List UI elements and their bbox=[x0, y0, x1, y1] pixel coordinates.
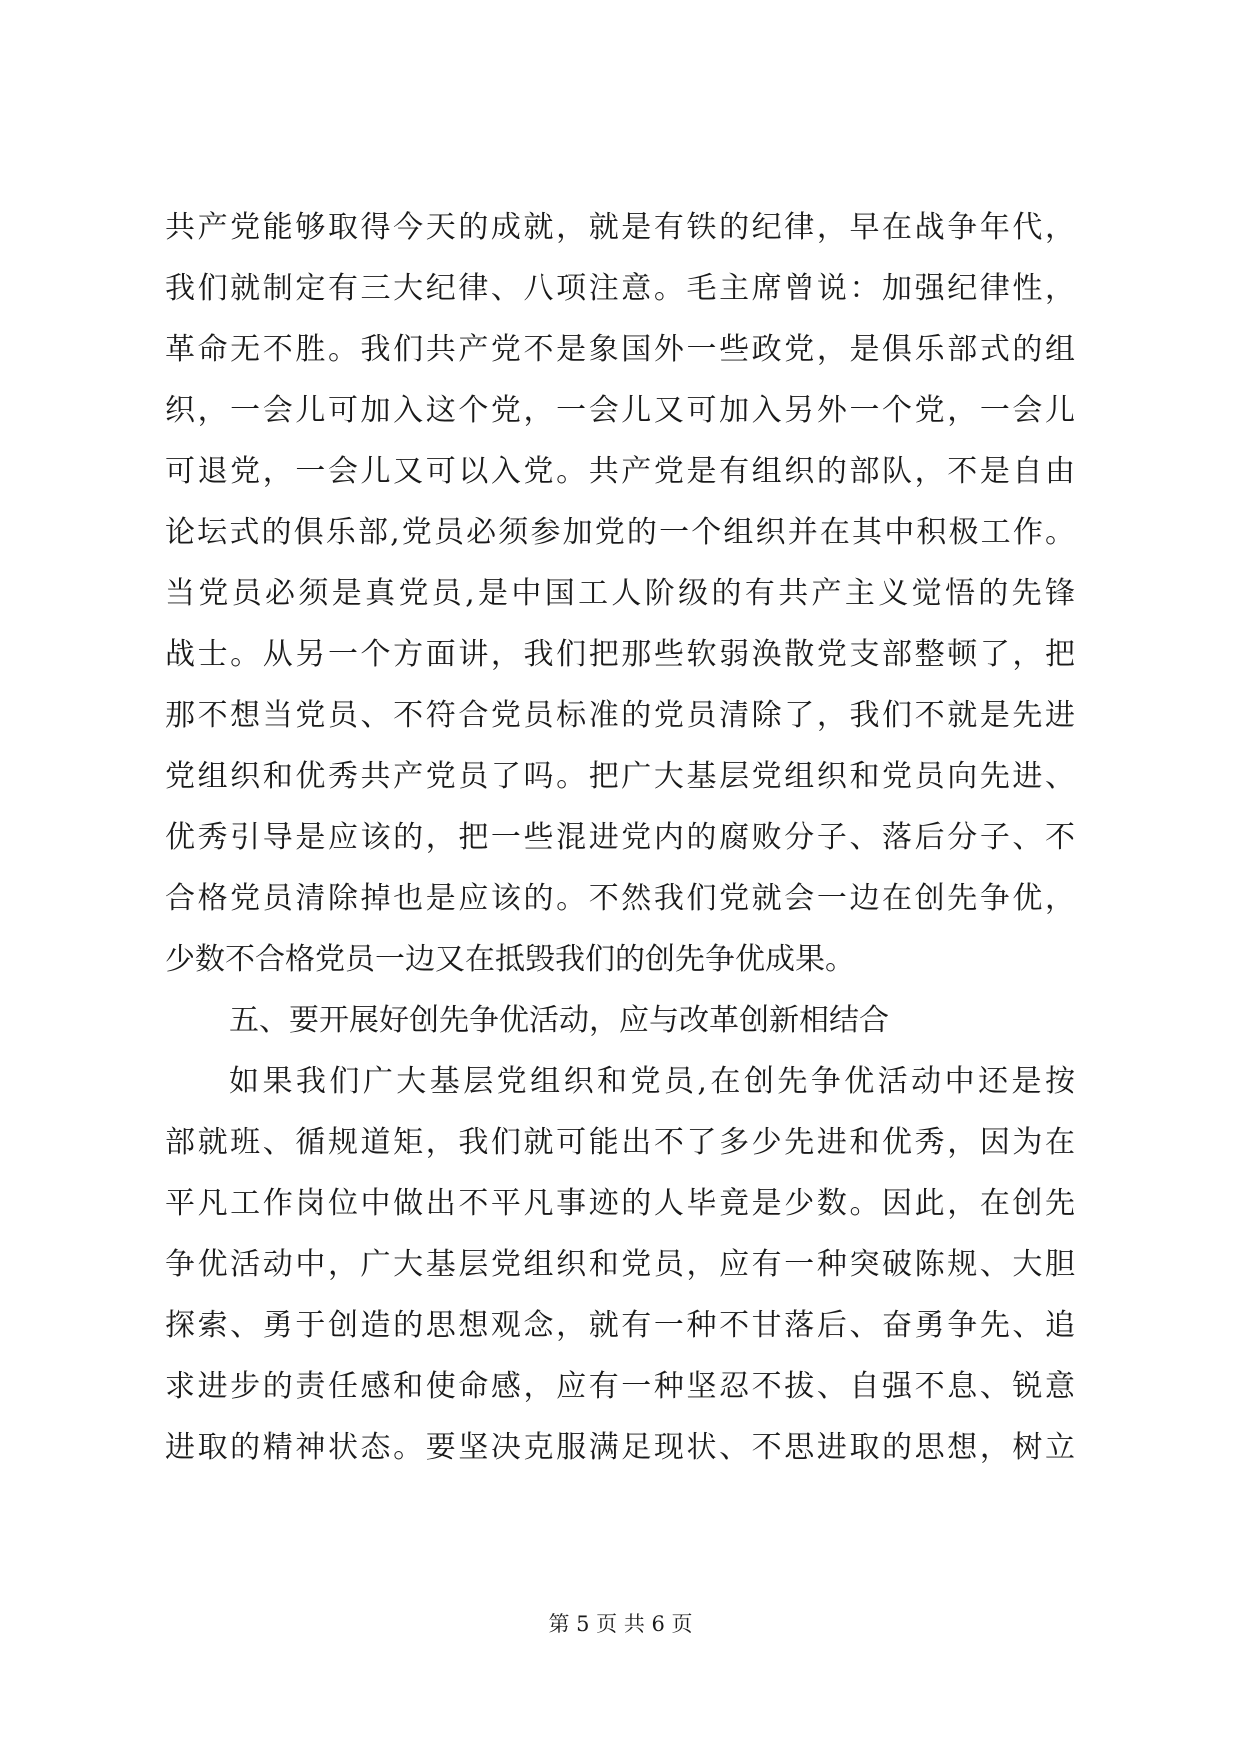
document-body bbox=[165, 197, 1075, 1478]
text-line: 我们就制定有三大纪律、八项注意。毛主席曾说：加强纪律性， bbox=[165, 271, 1075, 306]
text-line: 革命无不胜。我们共产党不是象国外一些政党，是俱乐部式的组 bbox=[165, 332, 1075, 367]
text-line: 战士。从另一个方面讲，我们把那些软弱涣散党支部整顿了，把 bbox=[165, 637, 1075, 672]
text-line: 可退党，一会儿又可以入党。共产党是有组织的部队，不是自由 bbox=[165, 454, 1075, 489]
page-number-footer: 第 5 页 共 6 页 bbox=[548, 1612, 693, 1636]
text-line: 争优活动中，广大基层党组织和党员，应有一种突破陈规、大胆 bbox=[165, 1247, 1075, 1282]
text-line: 优秀引导是应该的，把一些混进党内的腐败分子、落后分子、不 bbox=[165, 820, 1075, 855]
text-line: 合格党员清除掉也是应该的。不然我们党就会一边在创先争优， bbox=[165, 881, 1075, 916]
text-line: 共产党能够取得今天的成就，就是有铁的纪律，早在战争年代， bbox=[165, 210, 1075, 245]
text-line: 如果我们广大基层党组织和党员,在创先争优活动中还是按 bbox=[229, 1064, 1075, 1099]
text-line: 部就班、循规道矩，我们就可能出不了多少先进和优秀，因为在 bbox=[165, 1125, 1075, 1160]
text-line: 党组织和优秀共产党员了吗。把广大基层党组织和党员向先进、 bbox=[165, 759, 1075, 794]
text-line: 求进步的责任感和使命感，应有一种坚忍不拔、自强不息、锐意 bbox=[165, 1369, 1075, 1404]
text-line: 少数不合格党员一边又在抵毁我们的创先争优成果。 bbox=[165, 942, 855, 977]
text-line: 探索、勇于创造的思想观念，就有一种不甘落后、奋勇争先、追 bbox=[165, 1308, 1075, 1343]
section-heading: 五、要开展好创先争优活动，应与改革创新相结合 bbox=[229, 1003, 889, 1038]
text-line: 那不想当党员、不符合党员标准的党员清除了，我们不就是先进 bbox=[165, 698, 1075, 733]
text-line: 进取的精神状态。要坚决克服满足现状、不思进取的思想，树立 bbox=[165, 1430, 1075, 1465]
text-line: 织，一会儿可加入这个党，一会儿又可加入另外一个党，一会儿 bbox=[165, 393, 1075, 428]
text-line: 平凡工作岗位中做出不平凡事迹的人毕竟是少数。因此，在创先 bbox=[165, 1186, 1075, 1221]
text-line: 论坛式的俱乐部,党员必须参加党的一个组织并在其中积极工作。 bbox=[165, 515, 1075, 550]
text-line: 当党员必须是真党员,是中国工人阶级的有共产主义觉悟的先锋 bbox=[165, 576, 1075, 611]
